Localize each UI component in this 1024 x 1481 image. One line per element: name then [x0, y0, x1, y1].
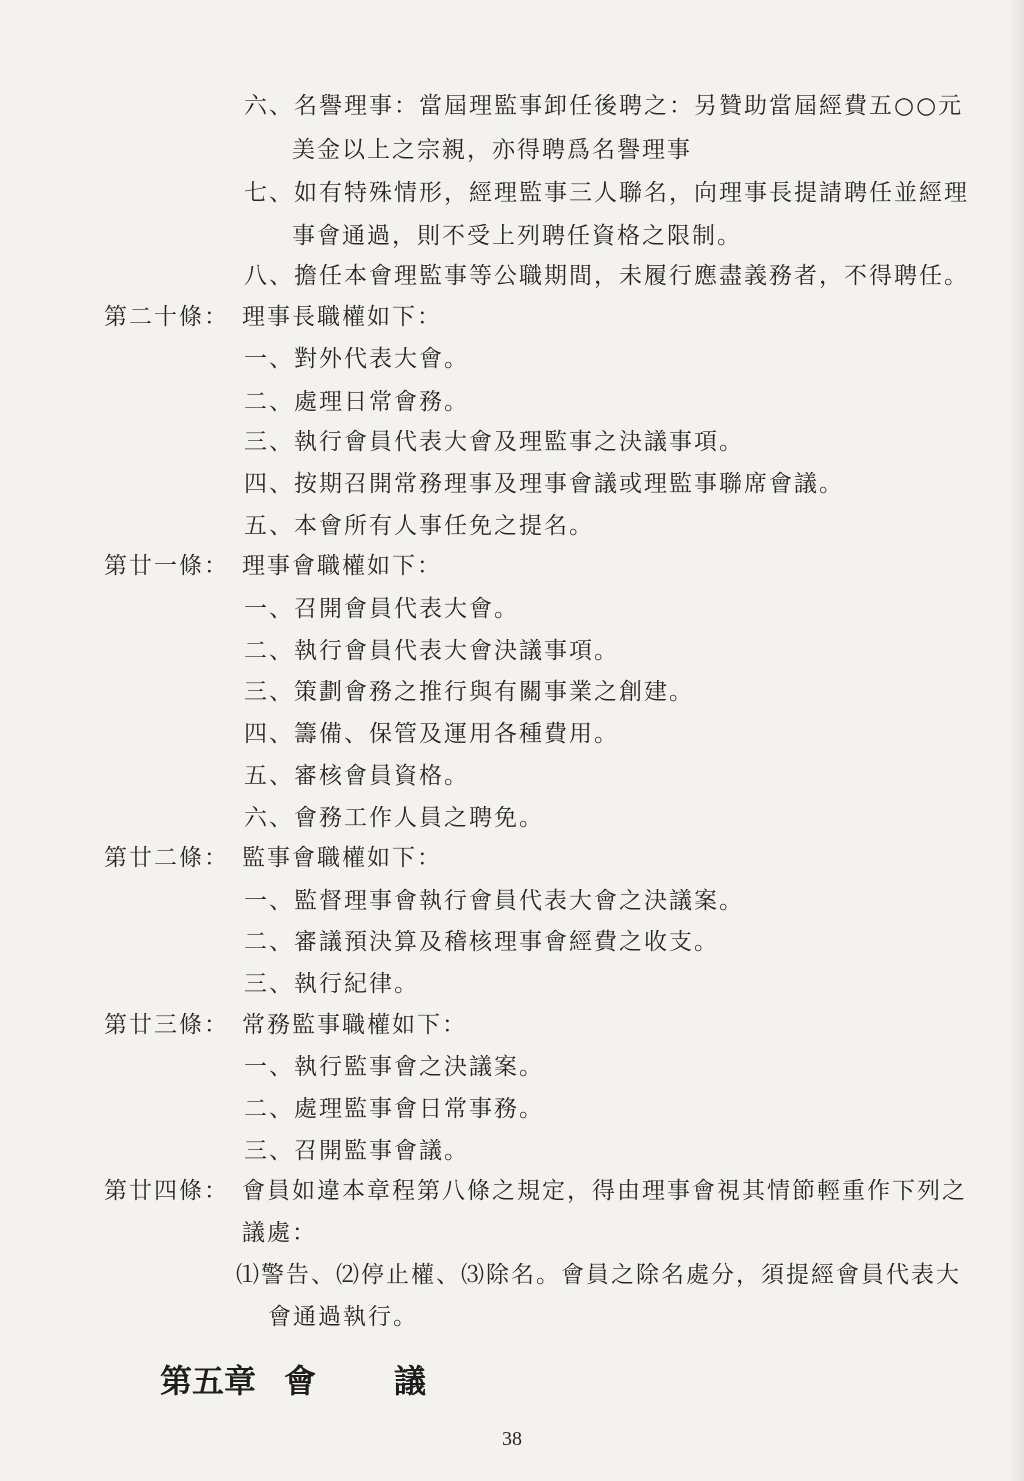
clause-line: 六、名譽理事：當屆理監事卸任後聘之：另贊助當屆經費五○○元 — [244, 93, 964, 119]
article-item: 三、策劃會務之推行與有關事業之創建。 — [244, 679, 694, 705]
chapter-heading — [160, 1356, 426, 1406]
article-heading: 理事會職權如下： — [242, 553, 442, 579]
article-label: 第廿四條： — [104, 1178, 229, 1204]
article-item: 五、審核會員資格。 — [244, 763, 469, 789]
article-heading: 會員如違本章程第八條之規定，得由理事會視其情節輕重作下列之 — [242, 1178, 967, 1204]
article-item: 二、處理日常會務。 — [244, 389, 469, 415]
article-item: 三、召開監事會議。 — [244, 1138, 469, 1164]
article-heading: 理事長職權如下： — [242, 304, 442, 330]
article-item: 一、執行監事會之決議案。 — [244, 1054, 544, 1080]
article-label: 第廿一條： — [104, 553, 229, 579]
clause-line: 美金以上之宗親，亦得聘爲名譽理事 — [292, 137, 692, 163]
page-number: 38 — [502, 1428, 522, 1450]
article-label: 第廿三條： — [104, 1012, 229, 1038]
article-item: 二、審議預決算及稽核理事會經費之收支。 — [244, 929, 719, 955]
clause-line: 事會通過，則不受上列聘任資格之限制。 — [292, 223, 742, 249]
article-item: 會通過執行。 — [268, 1304, 418, 1330]
article-heading: 常務監事職權如下： — [242, 1012, 467, 1038]
article-item: 六、會務工作人員之聘免。 — [244, 805, 544, 831]
article-item: ⑴警告、⑵停止權、⑶除名。會員之除名處分，須提經會員代表大 — [236, 1262, 961, 1288]
clause-line: 七、如有特殊情形，經理監事三人聯名，向理事長提請聘任並經理 — [244, 180, 969, 206]
article-item: 一、召開會員代表大會。 — [244, 596, 519, 622]
article-item: 三、執行紀律。 — [244, 971, 419, 997]
chapter-number: 第五章 — [160, 1362, 257, 1400]
article-heading: 監事會職權如下： — [242, 845, 442, 871]
article-item: 四、籌備、保管及運用各種費用。 — [244, 721, 619, 747]
chapter-title-second: 議 — [394, 1362, 427, 1400]
article-label: 第廿二條： — [104, 845, 229, 871]
article-item: 五、本會所有人事任免之提名。 — [244, 513, 594, 539]
article-label: 第二十條： — [104, 304, 229, 330]
clause-line: 八、擔任本會理監事等公職期間，未履行應盡義務者，不得聘任。 — [244, 263, 969, 289]
article-item: 一、對外代表大會。 — [244, 346, 469, 372]
article-continuation: 議處： — [242, 1220, 317, 1246]
article-item: 四、按期召開常務理事及理事會議或理監事聯席會議。 — [244, 471, 844, 497]
article-item: 二、執行會員代表大會決議事項。 — [244, 638, 619, 664]
article-item: 三、執行會員代表大會及理監事之決議事項。 — [244, 429, 744, 455]
article-item: 一、監督理事會執行會員代表大會之決議案。 — [244, 888, 744, 914]
chapter-title-first: 會 — [284, 1362, 317, 1400]
article-item: 二、處理監事會日常事務。 — [244, 1096, 544, 1122]
